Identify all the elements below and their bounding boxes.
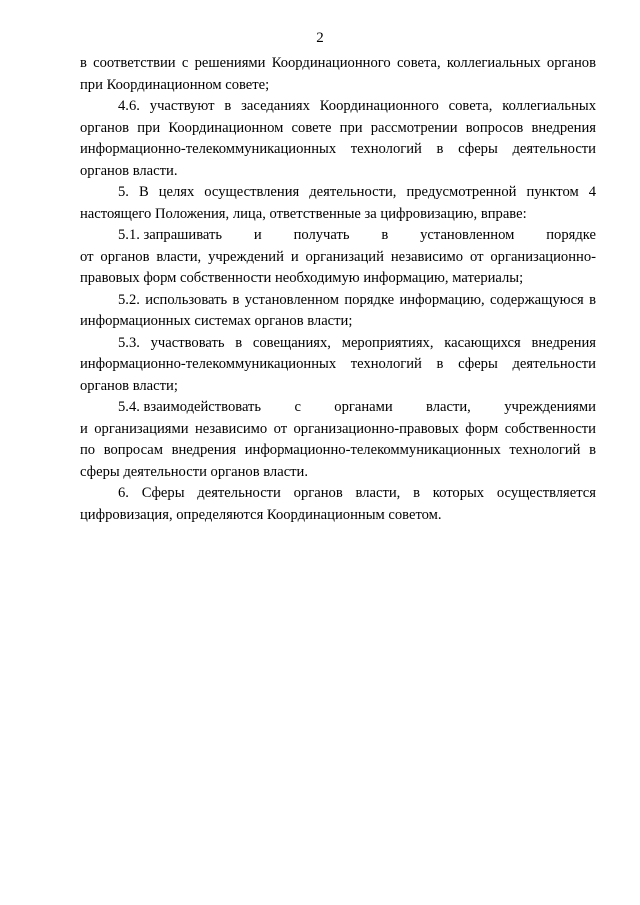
word: 5.4. взаимодействовать: [118, 399, 262, 415]
word: в: [381, 227, 389, 243]
word: власти,: [426, 399, 471, 415]
word: 5.1. запрашивать: [118, 227, 223, 243]
word: и: [253, 227, 262, 243]
document-body: [80, 53, 596, 526]
paragraph-6: 6. Сферы деятельности органов власти, в которых осуществляется цифровизация, определяются Координационным советом.: [80, 485, 596, 523]
paragraph-5-4: [80, 397, 596, 483]
word: установленном: [420, 227, 515, 243]
paragraph-5-1-first-line: [80, 225, 596, 247]
paragraph-5-1: [80, 225, 596, 290]
paragraph-5-3: 5.3. участвовать в совещаниях, мероприятиях, касающихся внедрения информационно-телекоммуникационных технологий в сферы деятельности органов власти;: [80, 334, 596, 394]
paragraph-4-6: 4.6. участвуют в заседаниях Координационного совета, коллегиальных органов при Координационном совете при рассмотрении вопросов внедрения информационно-телекоммуникационных технологий в сферы деятельности органов власти.: [80, 98, 596, 179]
paragraph-5-1-rest: от органов власти, учреждений и организаций независимо от организационно-правовых форм собственности необходимую информацию, материалы;: [80, 248, 596, 286]
paragraph-5: 5. В целях осуществления деятельности, предусмотренной пунктом 4 настоящего Положения, лица, ответственные за цифровизацию, вправе:: [80, 184, 596, 222]
page-number: 2: [316, 30, 324, 46]
word: органами: [334, 399, 393, 415]
word: учреждениями: [504, 399, 596, 415]
paragraph-5-4-rest: и организациями независимо от организационно-правовых форм собственности по вопросам внедрения информационно-телекоммуникационных технологий в сферы деятельности органов власти.: [80, 420, 596, 480]
paragraph-continuation: в соответствии с решениями Координационного совета, коллегиальных органов при Координационном совете;: [80, 55, 596, 93]
word: порядке: [546, 227, 596, 243]
paragraph-5-4-first-line: [80, 397, 596, 419]
word: с: [294, 399, 301, 415]
word: получать: [293, 227, 350, 243]
paragraph-5-2: 5.2. использовать в установленном порядке информацию, содержащуюся в информационных системах органов власти;: [80, 291, 596, 329]
